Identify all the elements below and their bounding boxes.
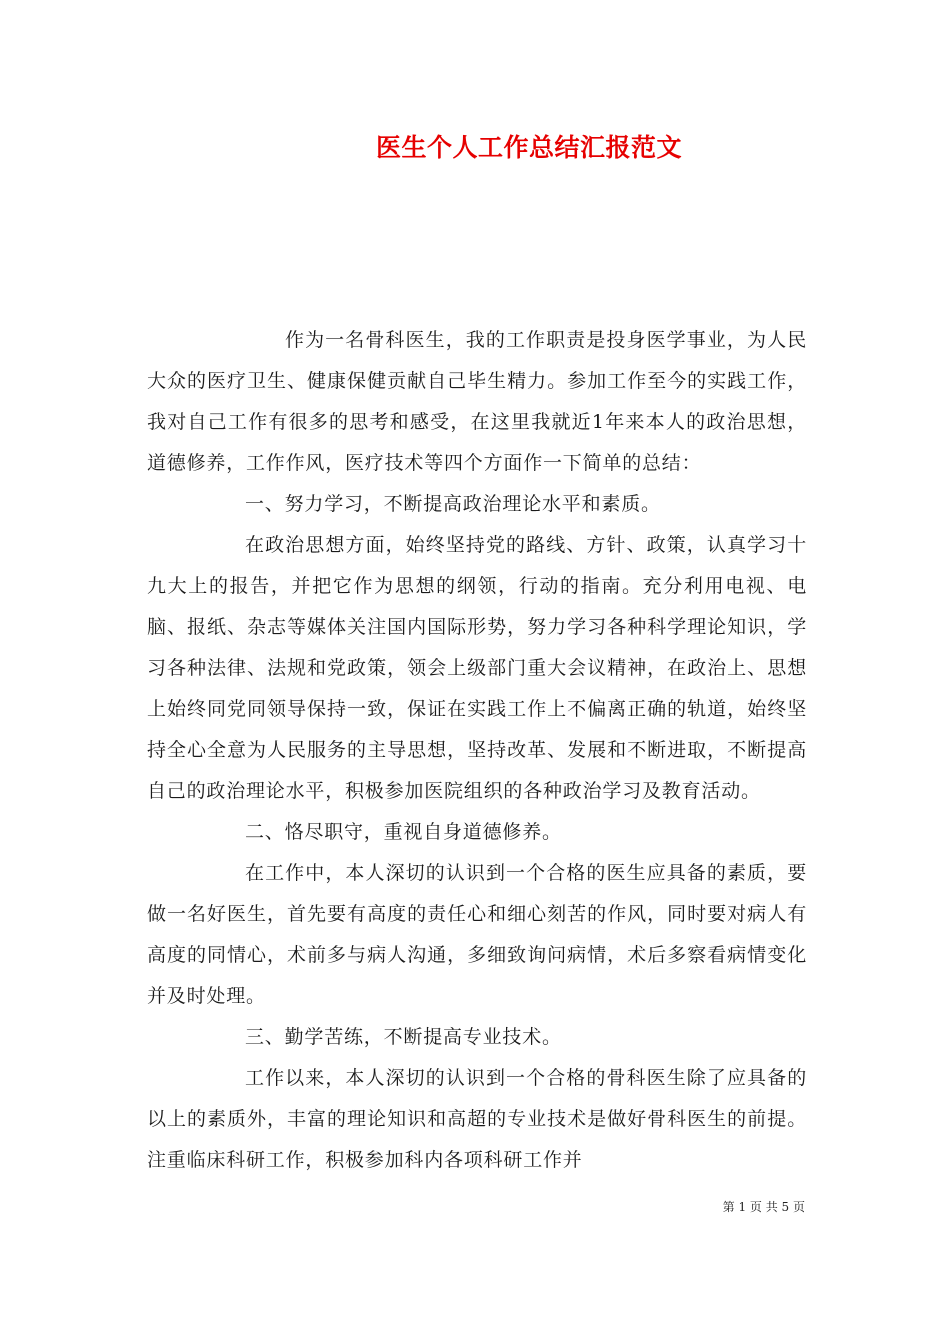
- paragraph-technique: 工作以来，本人深切的认识到一个合格的骨科医生除了应具备的以上的素质外，丰富的理论知识和高超的专业技术是做好骨科医生的前提。注重临床科研工作，积极参加科内各项科研工作并: [147, 1067, 807, 1171]
- paragraph-intro: 作为一名骨科医生，我的工作职责是投身医学事业，为人民大众的医疗卫生、健康保健贡献自己毕生精力。参加工作至今的实践工作，我对自己工作有很多的思考和感受，在这里我就近1年来本人的政治思想，道德修养，工作作风，医疗技术等四个方面作一下简单的总结：: [147, 329, 807, 474]
- section-heading-3: 三、勤学苦练，不断提高专业技术。: [245, 1026, 562, 1048]
- section-heading-1: 一、努力学习，不断提高政治理论水平和素质。: [245, 493, 661, 515]
- paragraph-ethics: 在工作中，本人深切的认识到一个合格的医生应具备的素质，要做一名好医生，首先要有高度的责任心和细心刻苦的作风，同时要对病人有高度的同情心，术前多与病人沟通，多细致询问病情，术后多察看病情变化并及时处理。: [147, 862, 807, 1007]
- page-number-footer: 第 1 页 共 5 页: [722, 1200, 805, 1214]
- document-body: [147, 320, 807, 1181]
- paragraph-political: 在政治思想方面，始终坚持党的路线、方针、政策，认真学习十九大上的报告，并把它作为思想的纲领，行动的指南。充分利用电视、电脑、报纸、杂志等媒体关注国内国际形势，努力学习各种科学理论知识，学习各种法律、法规和党政策，领会上级部门重大会议精神，在政治上、思想上始终同党同领导保持一致，保证在实践工作上不偏离正确的轨道，始终坚持全心全意为人民服务的主导思想，坚持改革、发展和不断进取，不断提高自己的政治理论水平，积极参加医院组织的各种政治学习及教育活动。: [147, 534, 807, 802]
- page-title: 医生个人工作总结汇报范文: [375, 133, 682, 162]
- section-heading-2: 二、恪尽职守，重视自身道德修养。: [245, 821, 562, 843]
